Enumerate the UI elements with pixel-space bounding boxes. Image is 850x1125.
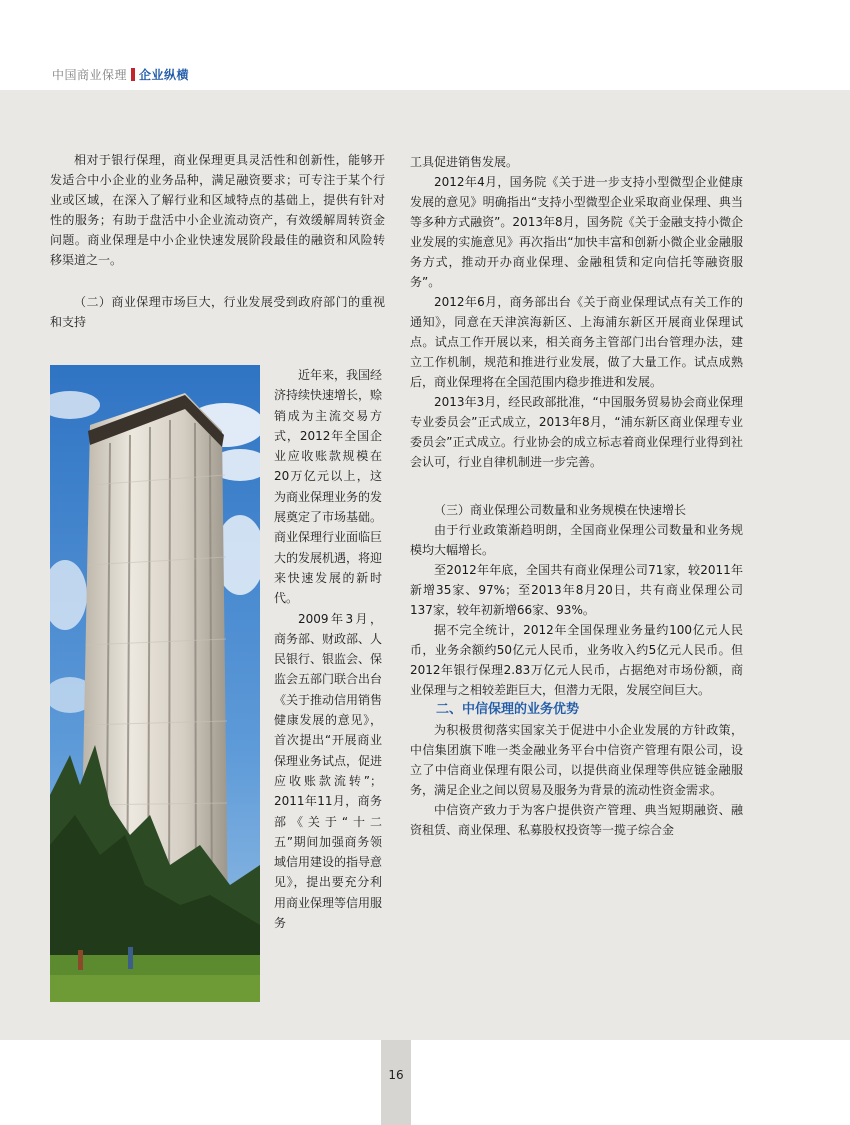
page-footer — [0, 1040, 850, 1125]
paragraph-business-volume: 据不完全统计，2012年全国保理业务量约100亿元人民币，业务余额约50亿元人民币，业务收入约5亿元人民币。但2012年银行保理2.83万亿元人民币，占据绝对市场份额，商业保理与之相较差距巨大，但潜力无限，发展空间巨大。 — [410, 623, 743, 697]
section-name: 企业纵横 — [139, 68, 190, 82]
continuation-paragraph: 工具促进销售发展。 — [410, 155, 519, 169]
intro-paragraph: 相对于银行保理，商业保理更具灵活性和创新性，能够开发适合中小企业的业务品种，满足融资要求；可专注于某个行业或区域，在深入了解行业和区域特点的基础上，提供有针对性的服务；有助于盘活中小企业流动资产，有效缓解周转资金问题。商业保理是中小企业快速发展阶段最佳的融资和风险转移渠道之一。 — [50, 153, 385, 267]
paragraph-2012-june: 2012年6月，商务部出台《关于商业保理试点有关工作的通知》，同意在天津滨海新区、上海浦东新区开展商业保理试点。试点工作开展以来，相关商务主管部门出台管理办法，建立工作机制，规范和推进行业发展，做了大量工作。试点成熟后，商业保理将在全国范围内稳步推进和发展。 — [410, 295, 743, 389]
paragraph-policy: 由于行业政策渐趋明朗，全国商业保理公司数量和业务规模均大幅增长。 — [410, 523, 743, 557]
narrow-paragraph-2: 2009年3月，商务部、财政部、人民银行、银监会、保监会五部门联合出台《关于推动信用销售健康发展的意见》，首次提出“开展商业保理业务试点，促进应收账款流转”；2011年11月，商务部《关于“十二五”期间加强商务领域信用建设的指导意见》，提出要充分利用商业保理等信用服务 — [274, 611, 383, 931]
paragraph-2013-march: 2013年3月，经民政部批准，“中国服务贸易协会商业保理专业委员会”正式成立，2013年8月，“浦东新区商业保理专业委员会”正式成立。行业协会的成立标志着商业保理行业得到社会认可，行业自律机制进一步完善。 — [410, 395, 743, 469]
page-number-tab — [381, 1040, 411, 1125]
page-number: 16 — [388, 1068, 404, 1082]
journal-name: 中国商业保理 — [52, 68, 128, 82]
paragraph-citic-assets: 中信资产致力于为客户提供资产管理、典当短期融资、融资租赁、商业保理、私募股权投资等一揽子综合金 — [410, 803, 743, 837]
paragraph-2012-april: 2012年4月，国务院《关于进一步支持小型微型企业健康发展的意见》明确指出“支持小型微型企业采取商业保理、典当等多种方式融资”。2013年8月，国务院《关于金融支持小微企业发展的实施意见》再次指出“加快丰富和创新小微企业金融服务方式，推动开办商业保理、金融租赁和定向信托等融资服务”。 — [410, 175, 743, 289]
header-divider-bar — [131, 68, 135, 81]
page-header — [0, 0, 850, 90]
left-column-narrow — [274, 365, 382, 933]
subheading-2: （二）商业保理市场巨大，行业发展受到政府部门的重视和支持 — [50, 295, 385, 329]
running-header — [52, 66, 189, 83]
section-title: 二、中信保理的业务优势 — [436, 702, 580, 717]
paragraph-citic-factoring: 为积极贯彻落实国家关于促进中小企业发展的方针政策，中信集团旗下唯一类金融业务平台中信资产管理有限公司，设立了中信商业保理有限公司，以提供商业保理等供应链金融服务，满足企业之间以贸易及服务为背景的流动性资金需求。 — [410, 723, 743, 797]
narrow-paragraph-1: 近年来，我国经济持续快速增长，赊销成为主流交易方式，2012年全国企业应收账款规模在20万亿元以上，这为商业保理业务的发展奠定了市场基础。商业保理行业面临巨大的发展机遇，将迎来快速发展的新时代。 — [274, 368, 383, 606]
subheading-3: （三）商业保理公司数量和业务规模在快速增长 — [434, 503, 687, 517]
right-column — [410, 152, 743, 840]
building-photo — [50, 365, 260, 1002]
left-column-top — [50, 150, 385, 332]
paragraph-company-count: 至2012年年底，全国共有商业保理公司71家，较2011年新增35家、97%；至2013年8月20日，共有商业保理公司137家，较年初新增66家、93%。 — [410, 563, 743, 617]
